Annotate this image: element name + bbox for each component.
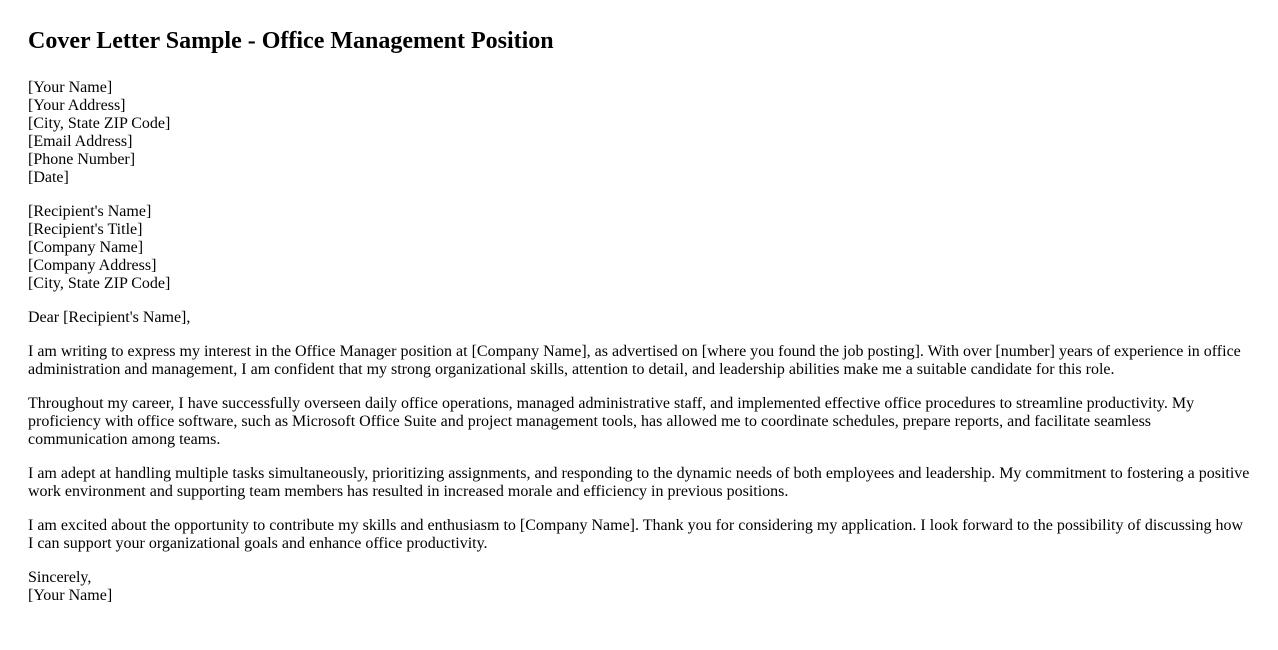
recipient-company-address: [Company Address] [28, 257, 157, 274]
recipient-company: [Company Name] [28, 239, 144, 256]
recipient-city-state-zip: [City, State ZIP Code] [28, 275, 171, 292]
recipient-title: [Recipient's Title] [28, 221, 143, 238]
sender-address: [Your Address] [28, 97, 126, 114]
body-paragraph-3: I am adept at handling multiple tasks simultaneously, prioritizing assignments, and responding to the dynamic needs of both employees and leadership. My commitment to fostering a positive work environment and supporting team members has resulted in increased morale and efficiency in previous positions. [28, 465, 1250, 500]
salutation: Dear [Recipient's Name], [28, 309, 191, 326]
body-paragraph-4: I am excited about the opportunity to contribute my skills and enthusiasm to [Company Name]. Thank you for considering my application. I look forward to the possibility of discussing how I can support your organizational goals and enhance office productivity. [28, 517, 1244, 552]
sender-phone: [Phone Number] [28, 151, 136, 168]
sender-name: [Your Name] [28, 79, 113, 96]
page-title: Cover Letter Sample - Office Management Position [28, 28, 554, 54]
closing-block [28, 569, 1250, 605]
signature-name: [Your Name] [28, 587, 113, 604]
sender-city-state-zip: [City, State ZIP Code] [28, 115, 171, 132]
body-paragraph-1: I am writing to express my interest in the Office Manager position at [Company Name], as advertised on [where you found the job posting]. With over [number] years of experience in office administration and management, I am confident that my strong organizational skills, attention to detail, and leadership abilities make me a suitable candidate for this role. [28, 343, 1241, 378]
sender-address-block [28, 79, 1250, 187]
valediction: Sincerely, [28, 569, 92, 586]
body-paragraph-2: Throughout my career, I have successfully overseen daily office operations, managed administrative staff, and implemented effective office procedures to streamline productivity. My proficiency with office software, such as Microsoft Office Suite and project management tools, has allowed me to coordinate schedules, prepare reports, and facilitate seamless communication among teams. [28, 395, 1195, 448]
recipient-name: [Recipient's Name] [28, 203, 152, 220]
recipient-address-block [28, 203, 1250, 293]
letter-date: [Date] [28, 169, 69, 186]
sender-email: [Email Address] [28, 133, 133, 150]
